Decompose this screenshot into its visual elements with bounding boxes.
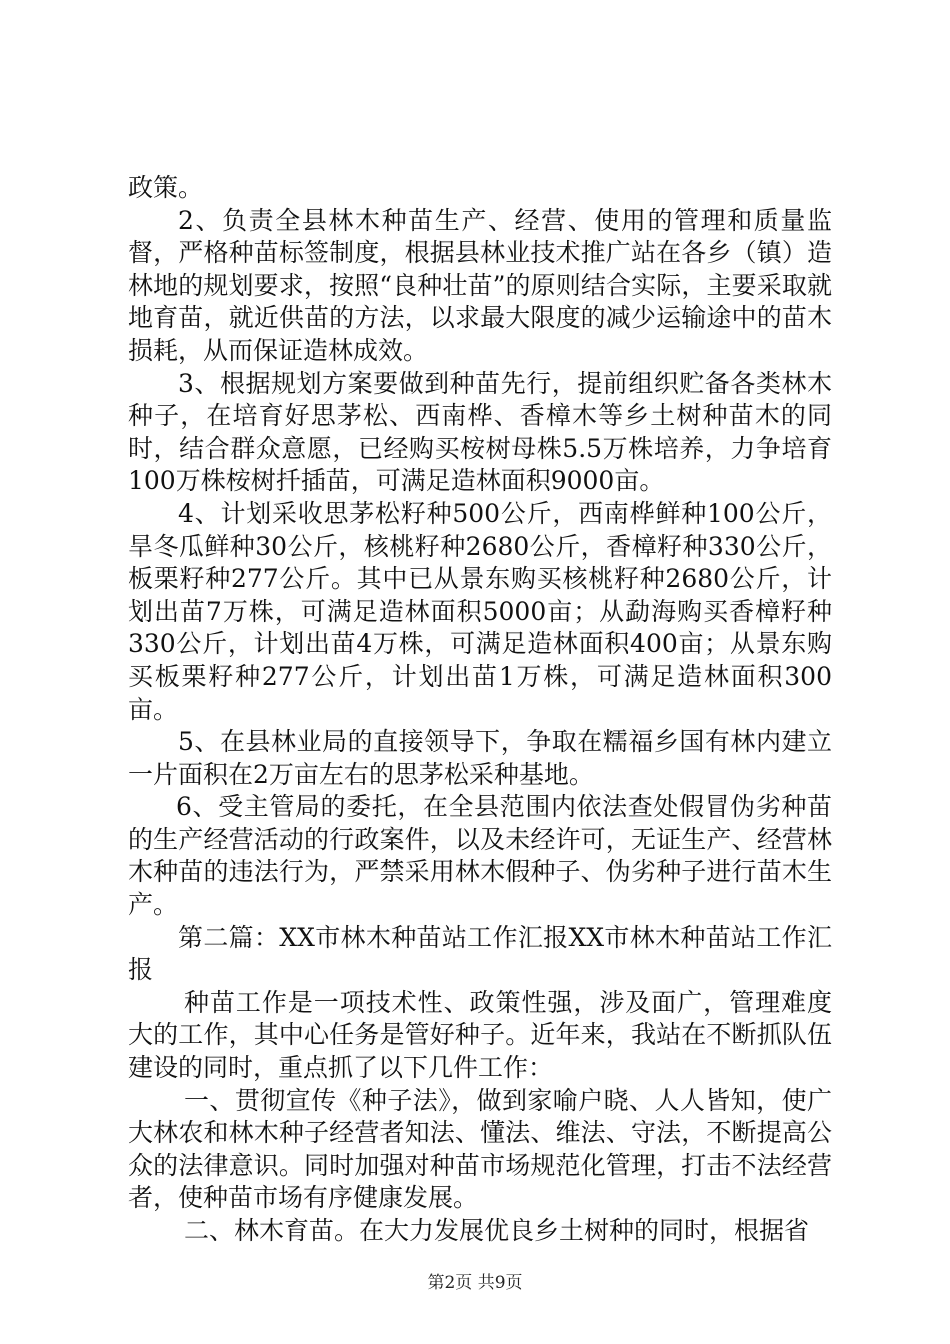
section-heading: 第二篇：XX市林木种苗站工作汇报XX市林木种苗站工作汇报: [128, 922, 832, 985]
paragraph-item-3: 3、根据规划方案要做到种苗先行，提前组织贮备各类林木种子，在培育好思茅松、西南桦、香樟木等乡土树种苗木的同时，结合群众意愿，已经购买桉树母株5.5万株培养，力争培育100万株桉树扦插苗，可满足造林面积9000亩。: [128, 368, 832, 496]
document-body: [128, 172, 832, 1248]
paragraph-item-5: 5、在县林业局的直接领导下，争取在糯福乡国有林内建立一片面积在2万亩左右的思茅松采种基地。: [128, 727, 832, 789]
page-number-footer: 第2页 共9页: [427, 1273, 523, 1293]
paragraph-item-2: 2、负责全县林木种苗生产、经营、使用的管理和质量监督，严格种苗标签制度，根据县林业技术推广站在各乡（镇）造林地的规划要求，按照“良种壮苗”的原则结合实际，主要采取就地育苗，就近供苗的方法，以求最大限度的减少运输途中的苗木损耗，从而保证造林成效。: [128, 205, 832, 365]
paragraph-item-6: 6、受主管局的委托，在全县范围内依法查处假冒伪劣种苗的生产经营活动的行政案件，以及未经许可，无证生产、经营林木种苗的违法行为，严禁采用林木假种子、伪劣种子进行苗木生产。: [128, 792, 832, 920]
paragraph-continuation: 政策。: [128, 173, 204, 202]
paragraph-point-1: 一、贯彻宣传《种子法》，做到家喻户晓、人人皆知，使广大林农和林木种子经营者知法、懂法、维法、守法，不断提高公众的法律意识。同时加强对种苗市场规范化管理，打击不法经营者，使种苗市场有序健康发展。: [128, 1085, 832, 1213]
paragraph-intro: 种苗工作是一项技术性、政策性强，涉及面广，管理难度大的工作，其中心任务是管好种子。近年来，我站在不断抓队伍建设的同时，重点抓了以下几件工作：: [128, 987, 832, 1083]
paragraph-point-2: 二、林木育苗。在大力发展优良乡土树种的同时，根据省: [184, 1216, 810, 1245]
paragraph-item-4: 4、计划采收思茅松籽种500公斤，西南桦鲜种100公斤，旱冬瓜鲜种30公斤，核桃籽种2680公斤，香樟籽种330公斤，板栗籽种277公斤。其中已从景东购买核桃籽种2680公斤，计划出苗7万株，可满足造林面积5000亩；从勐海购买香樟籽种330公斤，计划出苗4万株，可满足造林面积400亩；从景东购买板栗籽种277公斤，计划出苗1万株，可满足造林面积300亩。: [128, 498, 832, 724]
